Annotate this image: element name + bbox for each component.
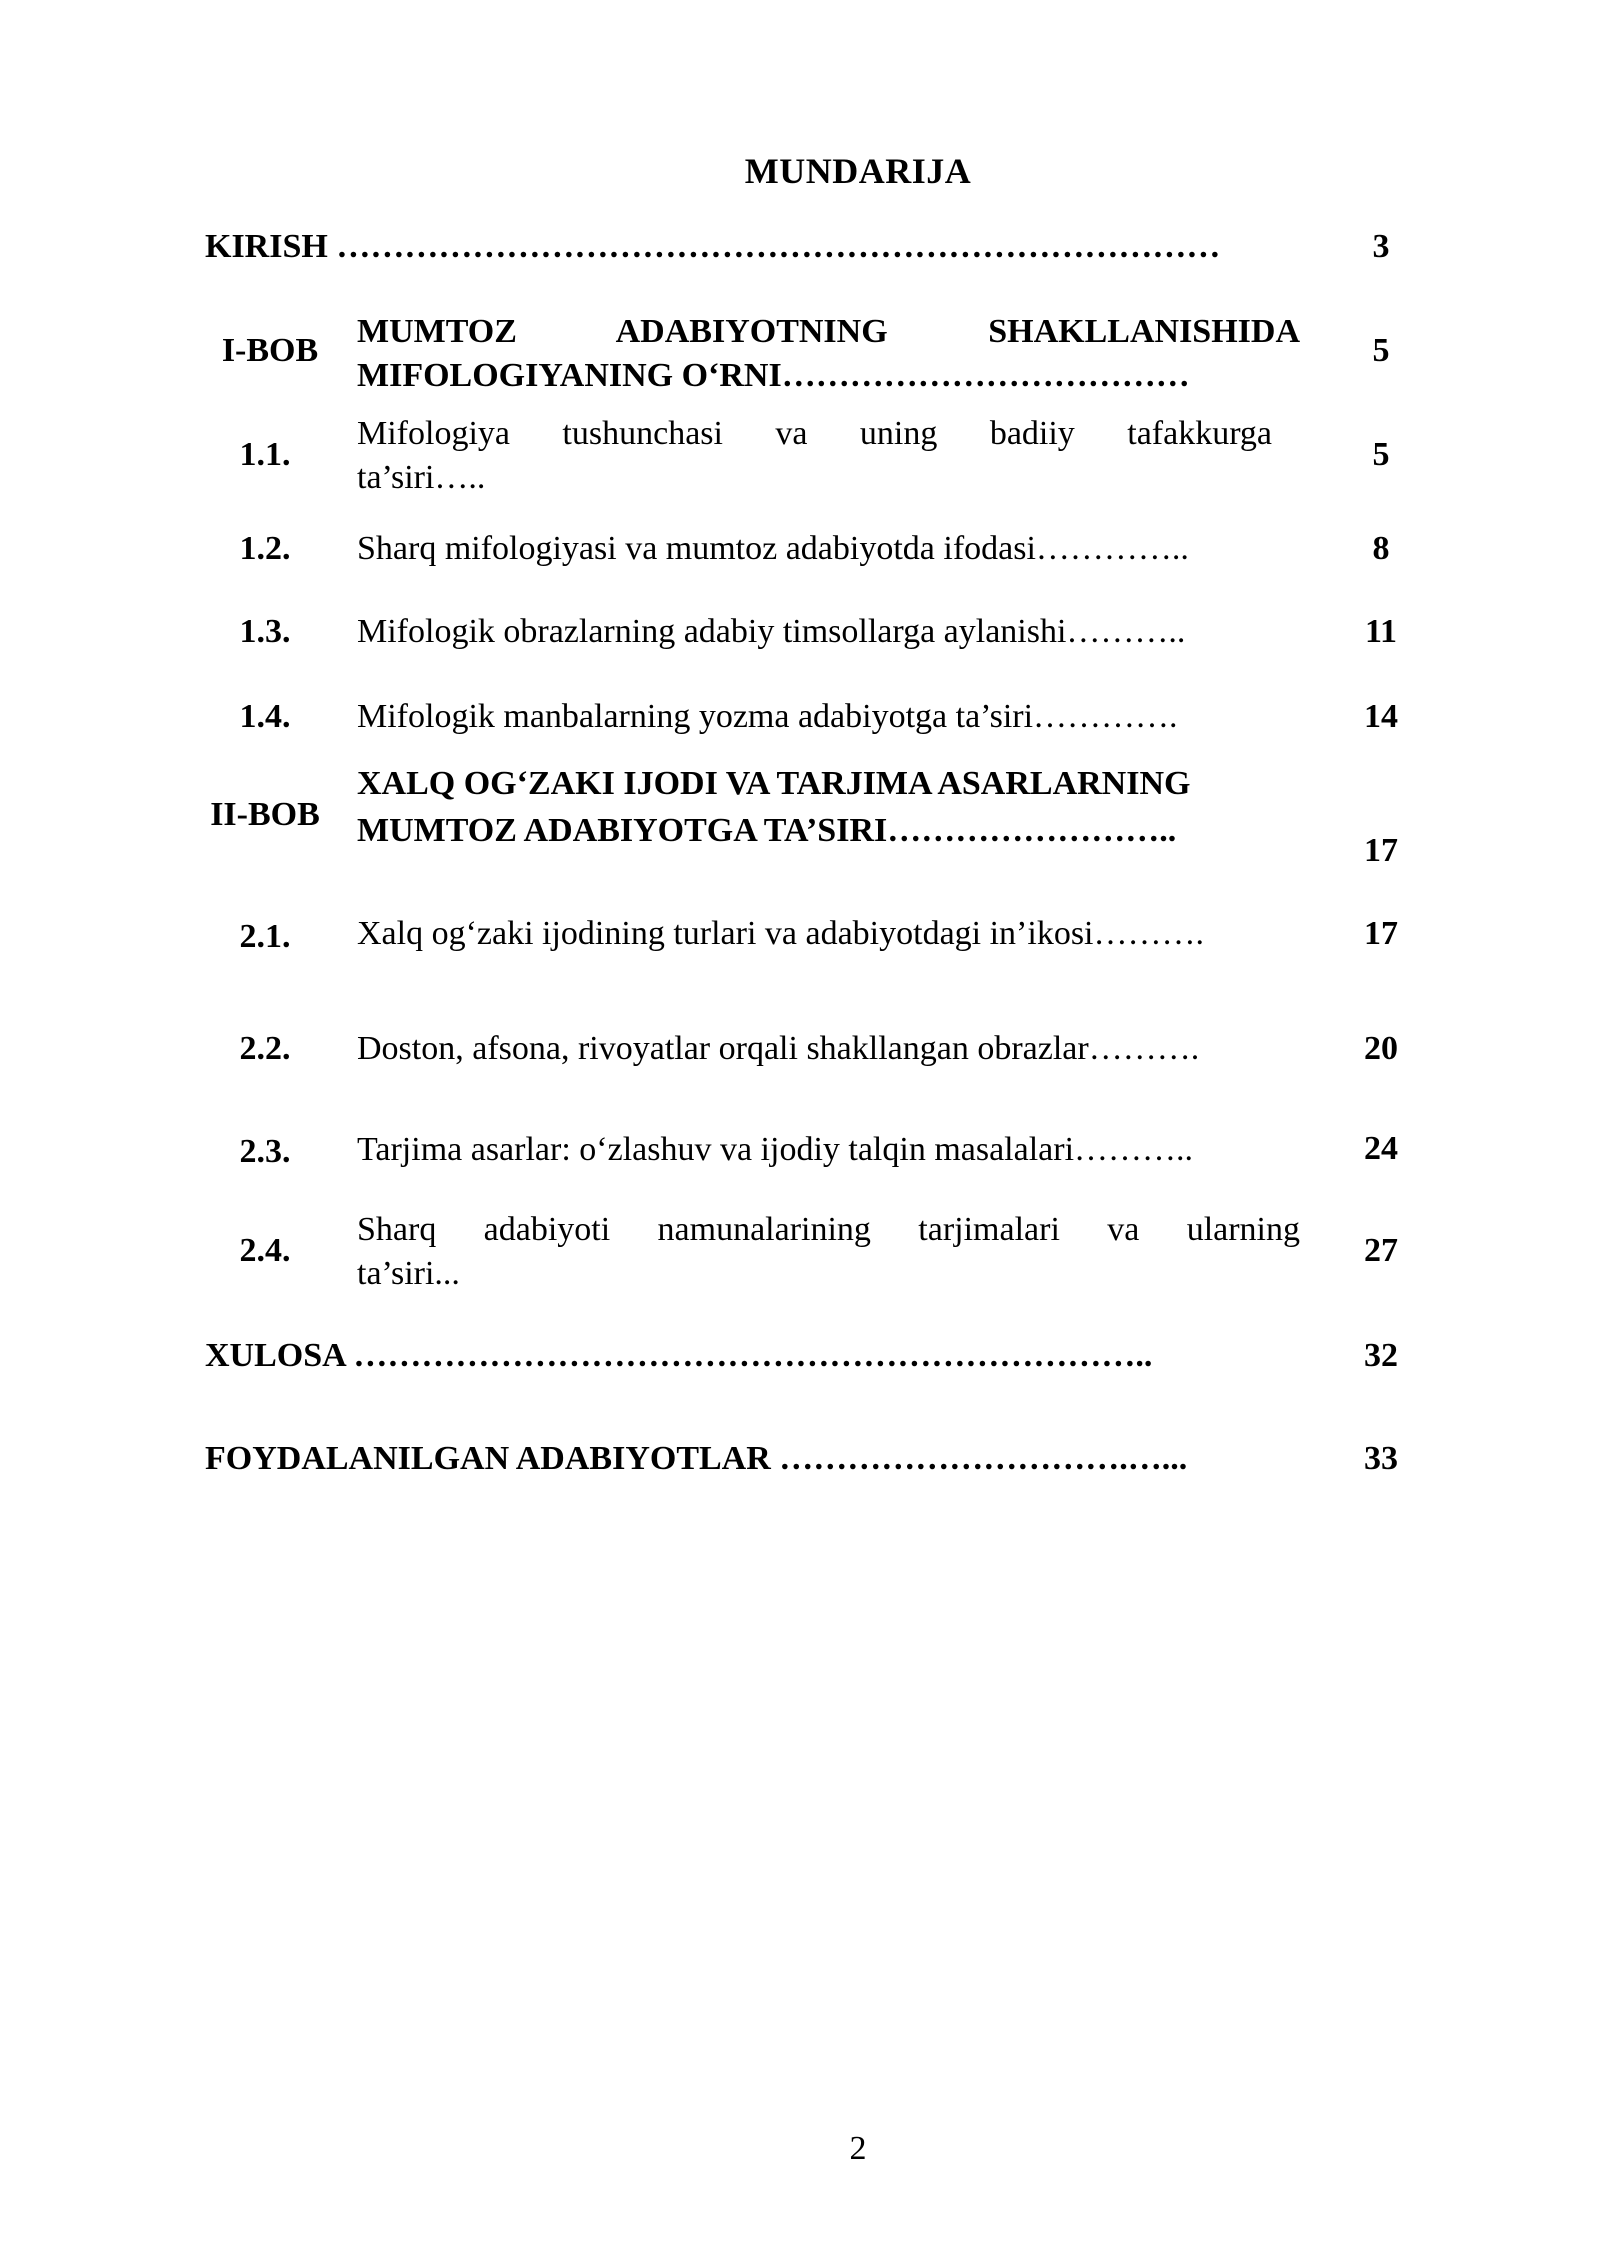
toc-entry-label: FOYDALANILGAN ADABIYOTLAR ………………………….…...: [205, 1440, 1188, 1477]
toc-entry-number: 2.1.: [239, 918, 291, 955]
toc-entry-page: 8: [1372, 530, 1390, 567]
toc-title: MUNDARIJA: [744, 151, 972, 191]
toc-entry-number: 2.4.: [239, 1232, 291, 1269]
toc-entry-title: [357, 310, 1300, 398]
toc-entry-page: 3: [1372, 228, 1390, 265]
toc-entry-number: 1.3.: [239, 613, 291, 650]
toc-entry-title-line-1: XALQ OG‘ZAKI IJODI VA TARJIMA ASARLARNING: [357, 765, 1191, 802]
toc-entry-label: KIRISH ……………………………………………………………………: [205, 228, 1221, 265]
toc-entry-title-line-2: MIFOLOGIYANING O‘RNI………………………………: [357, 357, 1190, 394]
toc-entry-number: 1.4.: [239, 698, 291, 735]
toc-entry-title: [357, 412, 1272, 500]
toc-entry-title: Mifologik obrazlarning adabiy timsollarga aylanishi………..: [357, 613, 1186, 650]
page-number: 2: [849, 2130, 867, 2167]
toc-entry-title: [357, 1208, 1300, 1296]
toc-entry-number: 1.1.: [239, 436, 291, 473]
toc-entry-number: 2.2.: [239, 1030, 291, 1067]
toc-entry-title: Xalq og‘zaki ijodining turlari va adabiyotdagi in’ikosi……….: [357, 915, 1204, 952]
toc-entry-title: [357, 760, 1300, 854]
toc-entry-number: 1.2.: [239, 530, 291, 567]
toc-entry-title-line-2: ta’siri…..: [357, 459, 486, 496]
toc-entry-title: Tarjima asarlar: o‘zlashuv va ijodiy talqin masalalari………..: [357, 1131, 1194, 1168]
toc-entry-number: I-BOB: [221, 332, 319, 369]
toc-entry-page: 5: [1372, 436, 1390, 473]
toc-entry-page: 32: [1364, 1337, 1398, 1374]
toc-entry-title-line-1: MUMTOZ ADABIYOTNING SHAKLLANISHIDA: [357, 313, 1300, 350]
toc-entry-page: 17: [1364, 915, 1398, 952]
toc-entry-title-line-1: Sharq adabiyoti namunalarining tarjimalari va ularning: [357, 1211, 1300, 1248]
toc-entry-page: 14: [1364, 698, 1398, 735]
toc-entry-title-line-2: MUMTOZ ADABIYOTGA TA’SIRI……………………..: [357, 812, 1177, 849]
toc-entry-page: 17: [1364, 832, 1398, 869]
toc-entry-title: Mifologik manbalarning yozma adabiyotga ta’siri………….: [357, 698, 1178, 735]
toc-entry-title-line-1: Mifologiya tushunchasi va uning badiiy tafakkurga: [357, 415, 1272, 452]
toc-entry-page: 24: [1364, 1130, 1398, 1167]
toc-entry-page: 20: [1364, 1030, 1398, 1067]
toc-entry-page: 33: [1364, 1440, 1398, 1477]
toc-entry-number: 2.3.: [239, 1133, 291, 1170]
toc-entry-page: 27: [1364, 1232, 1398, 1269]
toc-entry-page: 5: [1372, 332, 1390, 369]
toc-entry-number: II-BOB: [210, 796, 320, 833]
toc-entry-label: XULOSA ……………………………………………………………..: [205, 1337, 1153, 1374]
toc-entry-title-line-2: ta’siri...: [357, 1255, 460, 1292]
toc-entry-title: Doston, afsona, rivoyatlar orqali shakllangan obrazlar……….: [357, 1030, 1200, 1067]
toc-entry-title: Sharq mifologiyasi va mumtoz adabiyotda ifodasi…………..: [357, 530, 1189, 567]
toc-entry-page: 11: [1364, 613, 1398, 650]
